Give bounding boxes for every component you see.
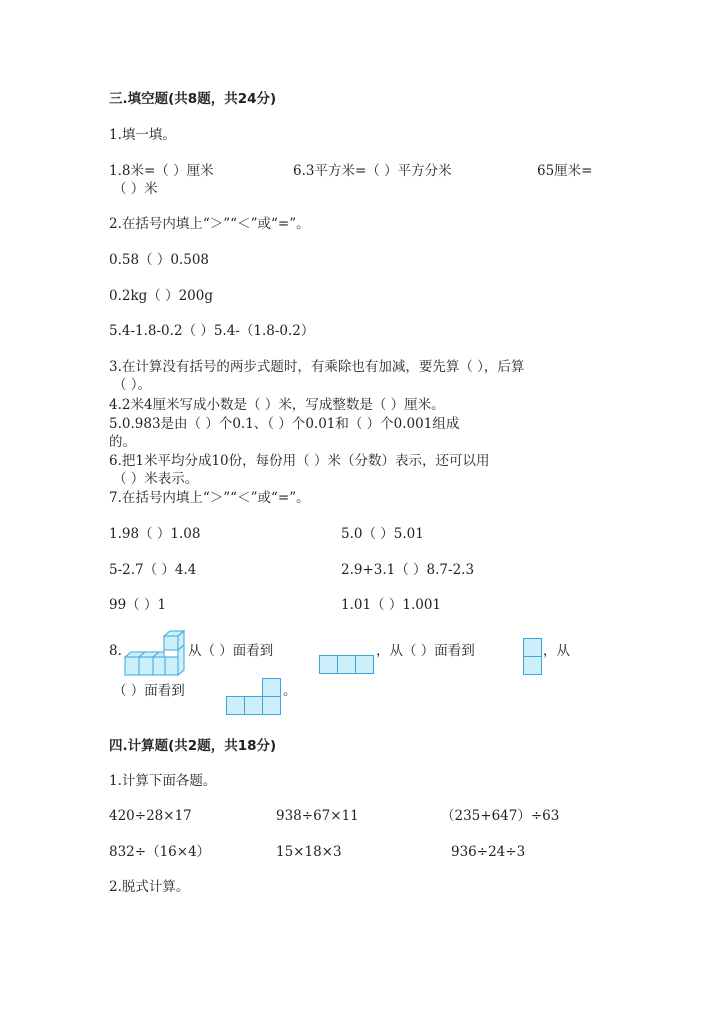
question-3-line-1: 3.在计算没有括号的两步式题时，有乘除也有加减，要先算（ ），后算 (109, 359, 525, 375)
question-5-line-1: 5.0.983是由（ ）个0.1、（ ）个0.01和（ ）个0.001组成 (109, 416, 460, 432)
question-2-item-1: 0.58（ ）0.508 (109, 252, 209, 268)
question-8-part-3: ，从 (543, 643, 570, 659)
question-7-item: 99（ ）1 (109, 597, 167, 613)
view-two-stacked-figure (523, 638, 542, 679)
question-1-item-c-cont: （ ）米 (113, 181, 158, 197)
question-7-item: 1.98（ ）1.08 (109, 526, 201, 542)
question-7-item: 1.01（ ）1.001 (341, 597, 441, 613)
question-7-item: 5-2.7（ ）4.4 (109, 562, 197, 578)
section-heading-calculation: 四.计算题(共2题，共18分) (109, 738, 277, 754)
question-4-line: 4.2米4厘米写成小数是（ ）米，写成整数是（ ）厘米。 (109, 397, 445, 413)
question-8-part-5: 。 (283, 683, 297, 699)
question-1-item-b: 6.3平方米=（ ）平方分米 (293, 163, 452, 179)
question-7-item: 5.0（ ）5.01 (341, 526, 424, 542)
question-6-line-2: （ ）米表示。 (113, 471, 199, 487)
question-7-title: 7.在括号内填上“＞”“＜”或“=”。 (109, 490, 310, 506)
question-8-number: 8. (109, 643, 122, 659)
view-three-in-row-figure (319, 655, 374, 678)
question-2-item-2: 0.2kg（ ）200g (109, 288, 213, 304)
calc-item: 15×18×3 (276, 844, 342, 860)
calc-question-1-title: 1.计算下面各题。 (109, 773, 217, 789)
question-6-line-1: 6.把1米平均分成10份，每份用（ ）米（分数）表示，还可以用 (109, 453, 490, 469)
question-1-item-c: 65厘米= (537, 163, 593, 179)
question-8-part-2: ，从（ ）面看到 (376, 643, 475, 659)
question-3-line-2: （ ）。 (113, 377, 152, 393)
calc-item: 832÷（16×4） (109, 844, 211, 860)
cube-arrangement-figure (124, 630, 186, 678)
view-l-shape-figure (226, 678, 281, 719)
question-1-item-a: 1.8米=（ ）厘米 (109, 163, 214, 179)
question-7-item: 2.9+3.1（ ）8.7-2.3 (341, 562, 475, 578)
question-5-line-2: 的。 (109, 434, 136, 450)
question-2-title: 2.在括号内填上“＞”“＜”或“=”。 (109, 216, 310, 232)
calc-item: 420÷28×17 (109, 808, 192, 824)
calc-item: （235+647）÷63 (441, 808, 560, 824)
question-8-part-1: 从（ ）面看到 (188, 643, 274, 659)
calc-item: 938÷67×11 (276, 808, 359, 824)
question-1-title: 1.填一填。 (109, 127, 176, 143)
question-8-part-4: （ ）面看到 (113, 683, 185, 699)
question-2-item-3: 5.4-1.8-0.2（ ）5.4-（1.8-0.2） (109, 323, 315, 339)
section-heading-fill-blank: 三.填空题(共8题，共24分) (109, 91, 277, 107)
calc-question-2-title: 2.脱式计算。 (109, 879, 190, 895)
calc-item: 936÷24÷3 (451, 844, 526, 860)
